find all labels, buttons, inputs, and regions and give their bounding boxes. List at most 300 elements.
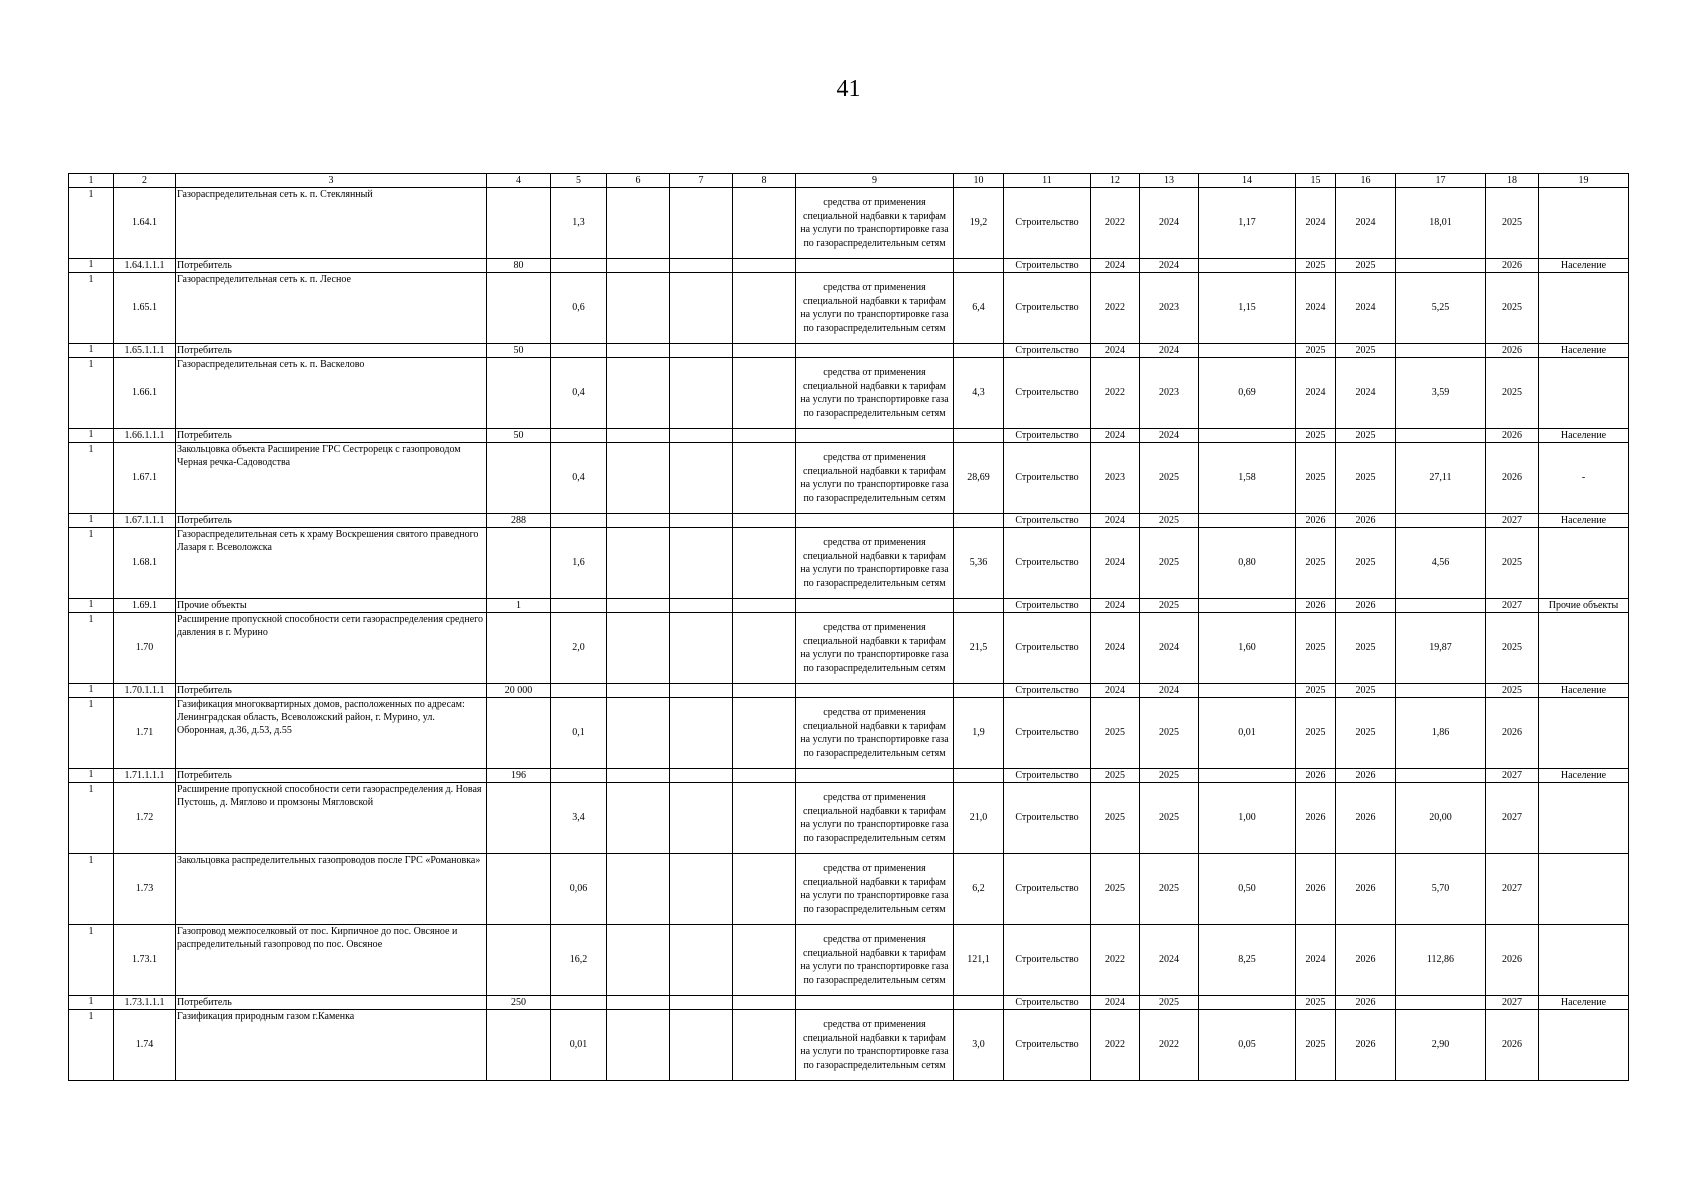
col18-year-cell: 2027 [1486, 769, 1539, 783]
cost-cell: 1,9 [954, 698, 1004, 769]
end-year-cell: 2022 [1140, 1010, 1199, 1081]
col6-cell [607, 259, 670, 273]
work-type-cell: Строительство [1004, 996, 1091, 1010]
name-cell: Потребитель [176, 259, 487, 273]
end-year-cell: 2025 [1140, 698, 1199, 769]
start-year-cell: 2022 [1091, 925, 1140, 996]
funding-source-cell [796, 344, 954, 358]
end-year-cell: 2025 [1140, 854, 1199, 925]
col17-value-cell: 3,59 [1396, 358, 1486, 429]
col14-value-cell [1199, 996, 1296, 1010]
category-cell [1539, 358, 1629, 429]
col14-value-cell: 0,01 [1199, 698, 1296, 769]
col18-year-cell: 2025 [1486, 188, 1539, 259]
col17-value-cell: 1,86 [1396, 698, 1486, 769]
work-type-cell: Строительство [1004, 443, 1091, 514]
start-year-cell: 2025 [1091, 698, 1140, 769]
funding-source-cell [796, 259, 954, 273]
col7-cell [670, 925, 733, 996]
col6-cell [607, 443, 670, 514]
cost-cell: 5,36 [954, 528, 1004, 599]
consumer-row [69, 259, 1629, 273]
cost-cell [954, 769, 1004, 783]
object-row [69, 358, 1629, 429]
col17-value-cell [1396, 429, 1486, 443]
col14-value-cell: 0,05 [1199, 1010, 1296, 1081]
start-year-cell: 2022 [1091, 1010, 1140, 1081]
code-cell: 1.64.1.1.1 [114, 259, 176, 273]
object-row [69, 1010, 1629, 1081]
end-year-cell: 2025 [1140, 443, 1199, 514]
quantity-cell [487, 188, 551, 259]
column-number-cell: 6 [607, 174, 670, 188]
work-type-cell: Строительство [1004, 273, 1091, 344]
row-group-cell: 1 [69, 854, 114, 925]
code-cell: 1.70 [114, 613, 176, 684]
col17-value-cell: 18,01 [1396, 188, 1486, 259]
col17-value-cell [1396, 259, 1486, 273]
row-group-cell: 1 [69, 514, 114, 528]
col6-cell [607, 273, 670, 344]
cost-cell [954, 996, 1004, 1010]
start-year-cell: 2022 [1091, 358, 1140, 429]
category-cell: Население [1539, 514, 1629, 528]
work-type-cell: Строительство [1004, 188, 1091, 259]
funding-source-cell: средства от применения специальной надбавки к тарифам на услуги по транспортировке газа по газораспределительным сетям [796, 613, 954, 684]
column-number-row [69, 174, 1629, 188]
col14-value-cell: 0,69 [1199, 358, 1296, 429]
cost-cell [954, 344, 1004, 358]
col16-year-cell: 2025 [1336, 259, 1396, 273]
length-cell [551, 259, 607, 273]
col18-year-cell: 2027 [1486, 599, 1539, 613]
work-type-cell: Строительство [1004, 783, 1091, 854]
col8-cell [733, 925, 796, 996]
work-type-cell: Строительство [1004, 925, 1091, 996]
category-cell: Население [1539, 429, 1629, 443]
funding-source-cell: средства от применения специальной надбавки к тарифам на услуги по транспортировке газа по газораспределительным сетям [796, 698, 954, 769]
col16-year-cell: 2025 [1336, 429, 1396, 443]
column-number-cell: 8 [733, 174, 796, 188]
col18-year-cell: 2026 [1486, 344, 1539, 358]
cost-cell: 6,4 [954, 273, 1004, 344]
col6-cell [607, 188, 670, 259]
name-cell: Потребитель [176, 684, 487, 698]
name-cell: Расширение пропускной способности сети газораспределения среднего давления в г. Мурино [176, 613, 487, 684]
length-cell: 16,2 [551, 925, 607, 996]
col8-cell [733, 429, 796, 443]
col14-value-cell [1199, 684, 1296, 698]
funding-source-cell [796, 429, 954, 443]
col18-year-cell: 2025 [1486, 613, 1539, 684]
col14-value-cell: 1,17 [1199, 188, 1296, 259]
col8-cell [733, 344, 796, 358]
quantity-cell [487, 1010, 551, 1081]
category-cell [1539, 698, 1629, 769]
quantity-cell [487, 613, 551, 684]
object-row [69, 925, 1629, 996]
category-cell [1539, 613, 1629, 684]
start-year-cell: 2025 [1091, 769, 1140, 783]
col6-cell [607, 996, 670, 1010]
row-group-cell: 1 [69, 344, 114, 358]
code-cell: 1.70.1.1.1 [114, 684, 176, 698]
category-cell: Население [1539, 996, 1629, 1010]
col17-value-cell: 4,56 [1396, 528, 1486, 599]
col15-year-cell: 2024 [1296, 273, 1336, 344]
col17-value-cell [1396, 344, 1486, 358]
code-cell: 1.74 [114, 1010, 176, 1081]
col7-cell [670, 443, 733, 514]
col7-cell [670, 1010, 733, 1081]
quantity-cell: 196 [487, 769, 551, 783]
start-year-cell: 2024 [1091, 599, 1140, 613]
category-cell [1539, 273, 1629, 344]
col8-cell [733, 783, 796, 854]
start-year-cell: 2024 [1091, 684, 1140, 698]
start-year-cell: 2024 [1091, 259, 1140, 273]
length-cell [551, 429, 607, 443]
col16-year-cell: 2026 [1336, 514, 1396, 528]
col7-cell [670, 698, 733, 769]
end-year-cell: 2024 [1140, 925, 1199, 996]
col7-cell [670, 854, 733, 925]
length-cell: 0,06 [551, 854, 607, 925]
code-cell: 1.72 [114, 783, 176, 854]
col7-cell [670, 344, 733, 358]
col16-year-cell: 2026 [1336, 599, 1396, 613]
length-cell [551, 514, 607, 528]
col6-cell [607, 925, 670, 996]
col16-year-cell: 2026 [1336, 783, 1396, 854]
name-cell: Потребитель [176, 996, 487, 1010]
col17-value-cell: 5,25 [1396, 273, 1486, 344]
col15-year-cell: 2025 [1296, 1010, 1336, 1081]
start-year-cell: 2022 [1091, 273, 1140, 344]
start-year-cell: 2024 [1091, 514, 1140, 528]
col15-year-cell: 2024 [1296, 358, 1336, 429]
col18-year-cell: 2026 [1486, 925, 1539, 996]
col18-year-cell: 2027 [1486, 514, 1539, 528]
col14-value-cell [1199, 514, 1296, 528]
col7-cell [670, 514, 733, 528]
col7-cell [670, 613, 733, 684]
col6-cell [607, 698, 670, 769]
end-year-cell: 2024 [1140, 188, 1199, 259]
length-cell: 0,4 [551, 358, 607, 429]
col16-year-cell: 2024 [1336, 273, 1396, 344]
length-cell [551, 599, 607, 613]
column-number-cell: 5 [551, 174, 607, 188]
name-cell: Газификация многоквартирных домов, расположенных по адресам: Ленинградская область, Всеволожский район, г. Мурино, ул. Оборонная, д.36, д.53, д.55 [176, 698, 487, 769]
length-cell: 1,6 [551, 528, 607, 599]
page-number: 41 [836, 76, 861, 102]
code-cell: 1.67.1 [114, 443, 176, 514]
length-cell: 0,01 [551, 1010, 607, 1081]
code-cell: 1.73.1.1.1 [114, 996, 176, 1010]
end-year-cell: 2024 [1140, 429, 1199, 443]
category-cell: Население [1539, 769, 1629, 783]
cost-cell [954, 259, 1004, 273]
name-cell: Газификация природным газом г.Каменка [176, 1010, 487, 1081]
object-row [69, 613, 1629, 684]
col15-year-cell: 2024 [1296, 188, 1336, 259]
start-year-cell: 2024 [1091, 344, 1140, 358]
col16-year-cell: 2026 [1336, 854, 1396, 925]
col16-year-cell: 2025 [1336, 528, 1396, 599]
row-group-cell: 1 [69, 599, 114, 613]
column-number-cell: 1 [69, 174, 114, 188]
category-cell [1539, 528, 1629, 599]
col6-cell [607, 783, 670, 854]
col15-year-cell: 2025 [1296, 528, 1336, 599]
col8-cell [733, 613, 796, 684]
start-year-cell: 2024 [1091, 996, 1140, 1010]
object-row [69, 273, 1629, 344]
end-year-cell: 2025 [1140, 769, 1199, 783]
length-cell: 0,1 [551, 698, 607, 769]
consumer-row [69, 344, 1629, 358]
funding-source-cell: средства от применения специальной надбавки к тарифам на услуги по транспортировке газа по газораспределительным сетям [796, 358, 954, 429]
code-cell: 1.65.1.1.1 [114, 344, 176, 358]
col8-cell [733, 528, 796, 599]
end-year-cell: 2023 [1140, 358, 1199, 429]
quantity-cell [487, 443, 551, 514]
col14-value-cell [1199, 344, 1296, 358]
category-cell: Население [1539, 344, 1629, 358]
work-type-cell: Строительство [1004, 429, 1091, 443]
name-cell: Потребитель [176, 429, 487, 443]
row-group-cell: 1 [69, 783, 114, 854]
col17-value-cell: 5,70 [1396, 854, 1486, 925]
col14-value-cell: 8,25 [1199, 925, 1296, 996]
col16-year-cell: 2026 [1336, 1010, 1396, 1081]
cost-cell [954, 599, 1004, 613]
column-number-cell: 3 [176, 174, 487, 188]
funding-source-cell [796, 769, 954, 783]
col14-value-cell: 1,58 [1199, 443, 1296, 514]
category-cell: Прочие объекты [1539, 599, 1629, 613]
cost-cell: 3,0 [954, 1010, 1004, 1081]
funding-source-cell [796, 684, 954, 698]
end-year-cell: 2023 [1140, 273, 1199, 344]
cost-cell: 28,69 [954, 443, 1004, 514]
col16-year-cell: 2026 [1336, 769, 1396, 783]
start-year-cell: 2024 [1091, 429, 1140, 443]
column-number-cell: 10 [954, 174, 1004, 188]
work-type-cell: Строительство [1004, 684, 1091, 698]
work-type-cell: Строительство [1004, 259, 1091, 273]
cost-cell: 121,1 [954, 925, 1004, 996]
col8-cell [733, 514, 796, 528]
name-cell: Газораспределительная сеть к. п. Стеклянный [176, 188, 487, 259]
consumer-row [69, 996, 1629, 1010]
cost-cell [954, 514, 1004, 528]
row-group-cell: 1 [69, 925, 114, 996]
row-group-cell: 1 [69, 528, 114, 599]
col15-year-cell: 2026 [1296, 599, 1336, 613]
quantity-cell [487, 925, 551, 996]
row-group-cell: 1 [69, 698, 114, 769]
consumer-row [69, 514, 1629, 528]
column-number-cell: 7 [670, 174, 733, 188]
category-cell [1539, 1010, 1629, 1081]
code-cell: 1.64.1 [114, 188, 176, 259]
row-group-cell: 1 [69, 429, 114, 443]
col6-cell [607, 684, 670, 698]
end-year-cell: 2024 [1140, 684, 1199, 698]
col8-cell [733, 259, 796, 273]
col14-value-cell [1199, 599, 1296, 613]
column-number-cell: 2 [114, 174, 176, 188]
cost-cell: 4,3 [954, 358, 1004, 429]
code-cell: 1.66.1 [114, 358, 176, 429]
cost-cell: 21,0 [954, 783, 1004, 854]
col16-year-cell: 2024 [1336, 358, 1396, 429]
col7-cell [670, 996, 733, 1010]
cost-cell [954, 684, 1004, 698]
end-year-cell: 2024 [1140, 613, 1199, 684]
row-group-cell: 1 [69, 996, 114, 1010]
name-cell: Газораспределительная сеть к. п. Лесное [176, 273, 487, 344]
col18-year-cell: 2026 [1486, 429, 1539, 443]
length-cell [551, 996, 607, 1010]
category-cell: - [1539, 443, 1629, 514]
col16-year-cell: 2026 [1336, 996, 1396, 1010]
col15-year-cell: 2026 [1296, 769, 1336, 783]
col6-cell [607, 854, 670, 925]
work-type-cell: Строительство [1004, 698, 1091, 769]
col8-cell [733, 698, 796, 769]
quantity-cell [487, 698, 551, 769]
consumer-row [69, 769, 1629, 783]
column-number-cell: 11 [1004, 174, 1091, 188]
column-number-cell: 19 [1539, 174, 1629, 188]
col16-year-cell: 2025 [1336, 613, 1396, 684]
col7-cell [670, 684, 733, 698]
col15-year-cell: 2025 [1296, 344, 1336, 358]
category-cell: Население [1539, 684, 1629, 698]
col8-cell [733, 443, 796, 514]
code-cell: 1.67.1.1.1 [114, 514, 176, 528]
name-cell: Газопровод межпоселковый от пос. Кирпичное до пос. Овсяное и распределительный газопровод по пос. Овсяное [176, 925, 487, 996]
col7-cell [670, 429, 733, 443]
column-number-cell: 13 [1140, 174, 1199, 188]
col6-cell [607, 429, 670, 443]
col6-cell [607, 344, 670, 358]
start-year-cell: 2024 [1091, 613, 1140, 684]
col18-year-cell: 2025 [1486, 358, 1539, 429]
funding-source-cell: средства от применения специальной надбавки к тарифам на услуги по транспортировке газа по газораспределительным сетям [796, 528, 954, 599]
length-cell: 0,4 [551, 443, 607, 514]
end-year-cell: 2025 [1140, 528, 1199, 599]
work-type-cell: Строительство [1004, 1010, 1091, 1081]
col7-cell [670, 188, 733, 259]
col17-value-cell: 27,11 [1396, 443, 1486, 514]
object-row [69, 698, 1629, 769]
row-group-cell: 1 [69, 1010, 114, 1081]
column-number-cell: 12 [1091, 174, 1140, 188]
row-group-cell: 1 [69, 259, 114, 273]
consumer-row [69, 599, 1629, 613]
quantity-cell: 80 [487, 259, 551, 273]
start-year-cell: 2023 [1091, 443, 1140, 514]
start-year-cell: 2024 [1091, 528, 1140, 599]
quantity-cell: 288 [487, 514, 551, 528]
code-cell: 1.68.1 [114, 528, 176, 599]
column-number-cell: 17 [1396, 174, 1486, 188]
code-cell: 1.65.1 [114, 273, 176, 344]
quantity-cell: 250 [487, 996, 551, 1010]
row-group-cell: 1 [69, 443, 114, 514]
quantity-cell: 1 [487, 599, 551, 613]
col17-value-cell [1396, 769, 1486, 783]
quantity-cell: 50 [487, 429, 551, 443]
quantity-cell [487, 273, 551, 344]
funding-source-cell: средства от применения специальной надбавки к тарифам на услуги по транспортировке газа по газораспределительным сетям [796, 783, 954, 854]
funding-source-cell: средства от применения специальной надбавки к тарифам на услуги по транспортировке газа по газораспределительным сетям [796, 188, 954, 259]
quantity-cell: 20 000 [487, 684, 551, 698]
column-number-cell: 15 [1296, 174, 1336, 188]
category-cell: Население [1539, 259, 1629, 273]
category-cell [1539, 925, 1629, 996]
col18-year-cell: 2025 [1486, 528, 1539, 599]
col15-year-cell: 2024 [1296, 925, 1336, 996]
funding-source-cell [796, 599, 954, 613]
code-cell: 1.73 [114, 854, 176, 925]
col7-cell [670, 769, 733, 783]
col15-year-cell: 2025 [1296, 259, 1336, 273]
name-cell: Потребитель [176, 344, 487, 358]
col7-cell [670, 259, 733, 273]
work-type-cell: Строительство [1004, 599, 1091, 613]
col7-cell [670, 599, 733, 613]
col16-year-cell: 2026 [1336, 925, 1396, 996]
column-number-cell: 16 [1336, 174, 1396, 188]
end-year-cell: 2025 [1140, 514, 1199, 528]
row-group-cell: 1 [69, 769, 114, 783]
col16-year-cell: 2025 [1336, 684, 1396, 698]
col8-cell [733, 358, 796, 429]
length-cell [551, 769, 607, 783]
col7-cell [670, 273, 733, 344]
col18-year-cell: 2025 [1486, 273, 1539, 344]
work-type-cell: Строительство [1004, 854, 1091, 925]
col8-cell [733, 273, 796, 344]
col17-value-cell: 112,86 [1396, 925, 1486, 996]
name-cell: Потребитель [176, 514, 487, 528]
col18-year-cell: 2027 [1486, 854, 1539, 925]
col18-year-cell: 2026 [1486, 698, 1539, 769]
col16-year-cell: 2024 [1336, 188, 1396, 259]
col15-year-cell: 2025 [1296, 443, 1336, 514]
consumer-row [69, 684, 1629, 698]
col6-cell [607, 599, 670, 613]
cost-cell [954, 429, 1004, 443]
col8-cell [733, 996, 796, 1010]
object-row [69, 854, 1629, 925]
end-year-cell: 2024 [1140, 344, 1199, 358]
name-cell: Расширение пропускной способности сети газораспределения д. Новая Пустошь, д. Мяглово и промзоны Мягловской [176, 783, 487, 854]
funding-source-cell: средства от применения специальной надбавки к тарифам на услуги по транспортировке газа по газораспределительным сетям [796, 443, 954, 514]
work-type-cell: Строительство [1004, 613, 1091, 684]
start-year-cell: 2022 [1091, 188, 1140, 259]
col14-value-cell: 1,60 [1199, 613, 1296, 684]
row-group-cell: 1 [69, 684, 114, 698]
col6-cell [607, 358, 670, 429]
col17-value-cell [1396, 514, 1486, 528]
col18-year-cell: 2026 [1486, 259, 1539, 273]
